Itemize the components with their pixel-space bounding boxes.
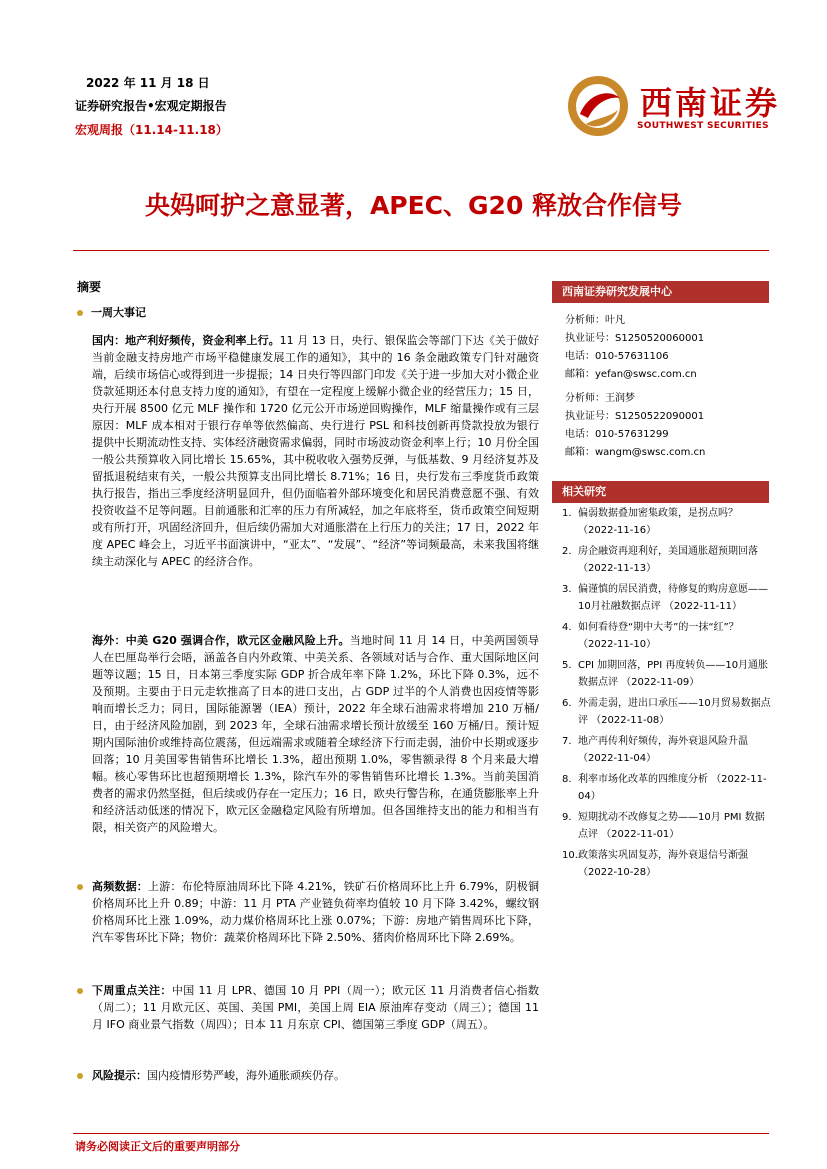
related-research-header xyxy=(552,481,769,503)
list-item[interactable] xyxy=(562,847,772,881)
list-item[interactable] xyxy=(562,657,772,691)
report-title: 央妈呵护之意显著，APEC、G20 释放合作信号 xyxy=(144,191,683,220)
analyst-phone: 电话：010-57631299 xyxy=(565,429,669,440)
list-item-text: 外需走弱，进出口承压——10月贸易数据点评 （2022-11-08） xyxy=(578,698,771,726)
list-item-text: CPI 加期回落，PPI 再度转负——10月通胀数据点评 （2022-11-09） xyxy=(578,660,769,688)
list-item-number: 5. xyxy=(562,660,572,671)
bullet-icon xyxy=(77,1073,83,1079)
report-type: 证券研究报告•宏观定期报告 xyxy=(75,99,227,113)
summary-heading: 摘要 xyxy=(77,280,102,294)
logo-text-en: SOUTHWEST SECURITIES xyxy=(637,121,769,131)
list-item-number: 6. xyxy=(562,698,572,709)
hf-label: 高频数据： xyxy=(92,880,148,893)
list-item-text: 短期扰动不改修复之势——10月 PMI 数据点评 （2022-11-01） xyxy=(578,812,765,840)
list-item-number: 4. xyxy=(562,622,572,633)
list-item-text: 如何看待登“期中大考”的一抹“红”？（2022-11-10） xyxy=(578,622,739,650)
list-item-text: 政策落实巩固复苏，海外衰退信号渐强 （2022-10-28） xyxy=(578,850,748,878)
divider xyxy=(73,250,769,251)
list-item-number: 3. xyxy=(562,584,572,595)
next-text: 中国 11 月 LPR、德国 10 月 PPI（周一）；欧元区 11 月消费者信心指数（周二）；11 月欧元区、英国、美国 PMI，美国上周 EIA 原油库存变动（周三）；德国 11 月 IFO 商业景气指数（周四）；日本 11 月东京 CPI、德国第三季度 GDP（周五）。 xyxy=(92,984,539,1031)
report-date: 2022 年 11 月 18 日 xyxy=(86,76,210,90)
list-item[interactable] xyxy=(562,505,772,539)
list-item-text: 偏谨慎的居民消费，待修复的购房意愿——10月社融数据点评 （2022-11-11） xyxy=(578,584,768,612)
risk-paragraph xyxy=(92,1067,539,1084)
high-frequency-paragraph xyxy=(92,878,539,946)
risk-text: 国内疫情形势严峻，海外通胀顽疾仍存。 xyxy=(147,1069,345,1082)
analyst-cert: 执业证号：S1250520060001 xyxy=(565,333,705,344)
list-item[interactable] xyxy=(562,581,772,615)
overseas-paragraph xyxy=(92,632,539,836)
next-week-paragraph xyxy=(92,982,539,1033)
list-item-number: 8. xyxy=(562,774,572,785)
domestic-label: 国内：地产利好频传，资金利率上行。 xyxy=(92,334,280,347)
list-item-number: 7. xyxy=(562,736,572,747)
list-item[interactable] xyxy=(562,543,772,577)
overseas-text: 当地时间 11 月 14 日，中美两国领导人在巴厘岛举行会晤，涵盖各自内外政策、中美关系、各领域对话与合作、重大国际地区问题等议题；15 日，日本第三季度实际 GDP 折合成年率下降 1.2%，环比下降 0.3%，远不及预期。主要由于日元走软推高了日本的进口支出，占 GDP 过半的个人消费也因疫情等影响而增长乏力；同日，国际能源署（IEA）预计，2022 年全球石油需求将增加 210 万桶/日，由于经济风险加剧，到 2023 年，全球石油需求增长预计放缓至 160 万桶/日。预计短期内国际油价或维持高位震荡，但远端需求或随着全球经济下行而走弱，油价中长期或逐步回落；10 月美国零售销售环比增长 1.3%，超出预期 1.0%，零售额录得 8 个月来最大增幅。核心零售环比也超预期增长 1.3%，除汽车外的零售销售环比增长 1.3%。当前美国消费者的需求仍然坚挺，但后续或仍存在一定压力；16 日，欧央行警告称，在通货膨胀率上升和经济活动低迷的情况下，欧元区金融稳定风险有所增加。但各国维持支出的能力和相当有限，相关资产的风险增大。 xyxy=(92,634,539,834)
weekly-label: 宏观周报（11.14-11.18） xyxy=(75,123,228,137)
domestic-text: 11 月 13 日，央行、银保监会等部门下达《关于做好当前金融支持房地产市场平稳健康发展工作的通知》，其中的 16 条金融政策专门针对融资端，后续市场信心或得到进一步提振；14 日央行等四部门印发《关于进一步加大对小微企业贷款延期还本付息支持力度的通知》，有望在一定程度上缓解小微企业的经营压力；15 日，央行开展 8500 亿元 MLF 操作和 1720 亿元公开市场逆回购操作，MLF 缩量操作或有三层原因：MLF 成本相对于银行存单等依然偏高、央行进行 PSL 和科技创新再贷款投放为银行提供中长期流动性支持、实体经济融资需求偏弱，同时市场波动资金利率上行；10 月份全国一般公共预算收入同比增长 15.65%，其中税收收入强势反弹，与低基数、9 月经济复苏及留抵退税结束有关，一般公共预算支出同比增长 8.71%；16 日，央行发布三季度货币政策执行报告，指出三季度经济明显回升，但仍面临着外部环境变化和居民消费意愿不强、有效投资收益不足等问题。目前通胀和汇率的压力有所减轻，加之年底将至，货币政策空间短期或有所打开，巩固经济回升，但后续仍需加大对通胀潜在上行压力的关注；17 日，2022 年度 APEC 峰会上，习近平书面演讲中，“亚太”、“发展”、“经济”等词频最高，未来我国将继续主动深化与 APEC 的经济合作。 xyxy=(92,334,540,568)
related-research-label: 相关研究 xyxy=(562,485,606,498)
list-item-text: 房企融资再迎利好，美国通胀超预期回落 （2022-11-13） xyxy=(578,546,758,574)
logo-text-cn: 西南证券 xyxy=(640,84,781,122)
list-item-number: 2. xyxy=(562,546,572,557)
analyst-block xyxy=(565,312,704,384)
list-item[interactable] xyxy=(562,695,772,729)
list-item-text: 利率市场化改革的四维度分析 （2022-11-04） xyxy=(578,774,767,802)
analyst-email[interactable]: 邮箱：wangm@swsc.com.cn xyxy=(565,447,706,458)
hf-text: 上游：布伦特原油周环比下降 4.21%，铁矿石价格周环比上升 6.79%，阴极铜价格周环比上升 0.89；中游：11 月 PTA 产业链负荷率均值较 10 月下降 3.42%，螺纹钢价格周环比上涨 1.09%，动力煤价格周环比上涨 0.07%；下游：房地产销售周环比下降，汽车零售环比下降；物价：蔬菜价格周环比下降 2.50%、猪肉价格周环比下降 2.69%。 xyxy=(92,880,540,944)
bullet-icon xyxy=(77,988,83,994)
list-item-number: 10. xyxy=(562,850,578,861)
bullet-icon xyxy=(77,310,83,316)
disclaimer-footer: 请务必阅读正文后的重要声明部分 xyxy=(75,1140,240,1153)
next-label: 下周重点关注： xyxy=(92,984,172,997)
list-item[interactable] xyxy=(562,809,772,843)
weekly-events-heading xyxy=(77,304,146,320)
analyst-block xyxy=(565,390,705,462)
analyst-name: 分析师：叶凡 xyxy=(565,315,625,326)
research-center-label: 西南证券研究发展中心 xyxy=(562,285,672,298)
bullet-icon xyxy=(77,884,83,890)
analyst-cert: 执业证号：S1250522090001 xyxy=(565,411,705,422)
research-center-header xyxy=(552,281,769,303)
list-item-text: 偏弱数据叠加密集政策，是拐点吗？（2022-11-16） xyxy=(578,508,738,536)
overseas-label: 海外：中美 G20 强调合作，欧元区金融风险上升。 xyxy=(92,634,350,647)
domestic-paragraph xyxy=(92,332,539,570)
divider xyxy=(73,1133,769,1134)
list-item-text: 地产再传利好频传，海外衰退风险升温 （2022-11-04） xyxy=(578,736,748,764)
risk-label: 风险提示： xyxy=(92,1069,147,1082)
list-item[interactable] xyxy=(562,771,772,805)
weekly-events-label: 一周大事记 xyxy=(91,306,146,319)
related-research-list xyxy=(562,505,772,885)
logo-emblem-icon xyxy=(566,74,630,138)
list-item[interactable] xyxy=(562,619,772,653)
analyst-name: 分析师：王润梦 xyxy=(565,393,635,404)
list-item[interactable] xyxy=(562,733,772,767)
list-item-number: 9. xyxy=(562,812,572,823)
list-item-number: 1. xyxy=(562,508,572,519)
analyst-phone: 电话：010-57631106 xyxy=(565,351,669,362)
analyst-email[interactable]: 邮箱：yefan@swsc.com.cn xyxy=(565,369,697,380)
